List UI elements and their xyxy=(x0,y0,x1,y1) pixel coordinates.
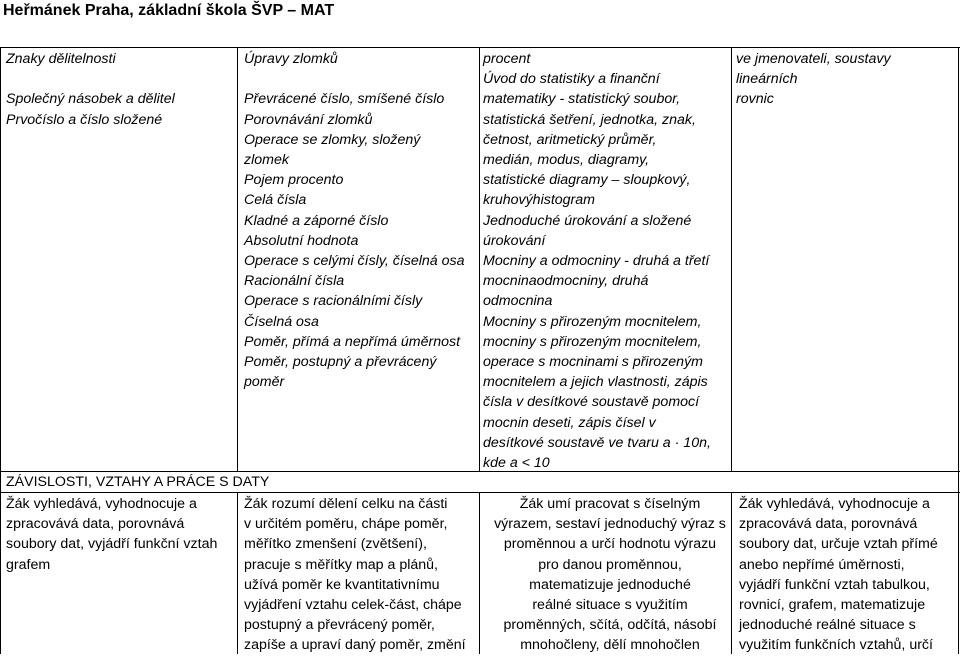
topic-line: medián, modus, diagramy, xyxy=(483,152,650,169)
topic-line: mocninaodmocniny, druhá xyxy=(483,273,649,290)
outcomes-column-1 xyxy=(6,494,217,575)
outcome-line: pro danou proměnnou, xyxy=(538,556,682,573)
outcome-line: zapíše a upraví daný poměr, změní xyxy=(244,637,466,654)
outcomes-column-3 xyxy=(490,494,730,656)
outcomes-column-4 xyxy=(739,494,938,656)
column-divider-3-lower xyxy=(731,492,732,654)
document-title: Heřmánek Praha, základní škola ŠVP – MAT xyxy=(3,2,335,19)
topic-line: desítkové soustavě ve tvaru a · 10n, xyxy=(483,434,711,451)
topic-line: Poměr, postupný a převrácený xyxy=(244,354,437,371)
outcome-line: proměnných, sčítá, odčítá, násobí xyxy=(503,617,717,634)
column-divider-1-lower xyxy=(237,492,238,654)
column-divider-2 xyxy=(479,47,480,471)
topics-column-1 xyxy=(6,49,175,130)
column-divider-2-lower xyxy=(479,492,480,654)
outcome-line: Žák vyhledává, vyhodnocuje a xyxy=(739,496,930,512)
outcome-line: Žák vyhledává, vyhodnocuje a xyxy=(6,496,197,512)
outcome-line: pracuje s měřítky map a plánů, xyxy=(244,556,438,573)
topic-line: Poměr, přímá a nepřímá úměrnost xyxy=(244,333,461,350)
topic-line: četnost, aritmetický průměr, xyxy=(483,131,657,148)
topic-line: Operace s racionálními čísly xyxy=(244,293,423,310)
topic-line: Převrácené číslo, smíšené číslo xyxy=(244,91,445,108)
outcome-line: jednoduché reálné situace s xyxy=(739,617,916,634)
table-right-border xyxy=(958,47,959,654)
topic-line: Operace s celými čísly, číselná osa xyxy=(244,253,465,270)
topic-line: Mocniny s přirozeným mocnitelem, xyxy=(483,313,702,330)
outcome-line: v určitém poměru, chápe poměr, xyxy=(244,516,448,533)
table-left-border xyxy=(0,47,1,654)
outcome-line: matematizuje jednoduché xyxy=(529,576,691,593)
column-divider-1 xyxy=(237,47,238,471)
topic-line: Prvočíslo a číslo složené xyxy=(6,111,163,128)
topic-line: mocniny s přirozeným mocnitelem, xyxy=(483,333,702,350)
outcome-line: využitím funkčních vztahů, určí xyxy=(739,637,933,654)
topic-line: rovnic xyxy=(736,91,774,108)
outcome-line: soubory dat, určuje vztah přímé xyxy=(739,536,938,553)
topic-line: Mocniny a odmocniny - druhá a třetí xyxy=(483,253,710,270)
topic-line: Kladné a záporné číslo xyxy=(244,212,389,229)
topic-line: Jednoduché úrokování a složené xyxy=(483,212,692,229)
outcome-line: reálné situace s využitím xyxy=(532,597,688,614)
outcome-line: postupný a převrácený poměr, xyxy=(244,617,435,634)
topic-line: Celá čísla xyxy=(244,192,307,209)
topic-line: kruhovýhistogram xyxy=(483,192,595,209)
outcome-line: anebo nepřímé úměrnosti, xyxy=(739,556,905,573)
topics-column-2 xyxy=(244,49,465,392)
outcome-line: zpracovává data, porovnává xyxy=(6,516,185,533)
topic-line: ve jmenovateli, soustavy xyxy=(736,51,891,67)
outcome-line: rovnicí, grafem, matematizuje xyxy=(739,597,926,614)
outcome-line: proměnnou a určí hodnotu výrazu xyxy=(503,536,717,553)
topic-line: statistické diagramy – sloupkový, xyxy=(483,172,691,189)
topic-line: zlomek xyxy=(244,152,289,169)
topic-line: Pojem procento xyxy=(244,172,344,189)
topic-line: Absolutní hodnota xyxy=(244,232,359,249)
topic-line: statistická šetření, jednotka, znak, xyxy=(483,111,696,128)
topic-line: matematiky - statistický soubor, xyxy=(483,91,681,108)
topic-line: Společný násobek a dělitel xyxy=(6,91,175,108)
column-divider-3 xyxy=(731,47,732,471)
outcomes-column-2 xyxy=(244,494,466,656)
topic-line: Číselná osa xyxy=(244,313,319,330)
outcome-line: vyjádří funkční vztah tabulkou, xyxy=(739,576,930,593)
topic-line: úrokování xyxy=(483,232,546,249)
topic-line: lineárních xyxy=(736,71,798,88)
topic-line: procent xyxy=(483,51,531,67)
topic-line xyxy=(244,69,465,89)
topic-line: odmocnina xyxy=(483,293,553,310)
topic-line: Úvod do statistiky a finanční xyxy=(483,71,660,88)
section-bottom-border xyxy=(0,492,960,493)
table-top-border xyxy=(0,47,960,48)
outcome-line: grafem xyxy=(6,556,51,573)
topic-line: mocnitelem a jejich vlastnosti, zápis xyxy=(483,374,708,391)
topic-line: mocnin deseti, zápis čísel v xyxy=(483,414,656,431)
topic-line: Znaky dělitelnosti xyxy=(6,51,116,67)
topic-line: kde a < 10 xyxy=(483,455,550,472)
outcome-line: výrazem, sestaví jednoduchý výraz s xyxy=(494,516,726,533)
outcome-line: Žák umí pracovat s číselným xyxy=(519,496,701,512)
topic-line xyxy=(6,69,175,89)
outcome-line: Žák rozumí dělení celku na části xyxy=(244,496,448,512)
topic-line: Úpravy zlomků xyxy=(244,51,338,67)
topic-line: poměr xyxy=(244,374,285,391)
outcome-line: mnohočleny, dělí mnohočlen xyxy=(520,637,700,654)
topics-column-3 xyxy=(483,49,711,473)
outcome-line: užívá poměr ke kvantitativnímu xyxy=(244,576,440,593)
outcome-line: měřítko zmenšení (zvětšení), xyxy=(244,536,427,553)
topic-line: Porovnávání zlomků xyxy=(244,111,373,128)
topic-line: operace s mocninami s přirozeným xyxy=(483,354,703,371)
topic-line: čísla v desítkové soustavě pomocí xyxy=(483,394,700,411)
topics-column-4 xyxy=(736,49,891,110)
topic-line: Operace se zlomky, složený xyxy=(244,131,421,148)
section-header: ZÁVISLOSTI, VZTAHY A PRÁCE S DATY xyxy=(6,474,270,490)
outcome-line: soubory dat, vyjádří funkční vztah xyxy=(6,536,218,553)
outcome-line: vyjádření vztahu celek-část, chápe xyxy=(244,597,462,614)
outcome-line: zpracovává data, porovnává xyxy=(739,516,918,533)
topic-line: Racionální čísla xyxy=(244,273,345,290)
